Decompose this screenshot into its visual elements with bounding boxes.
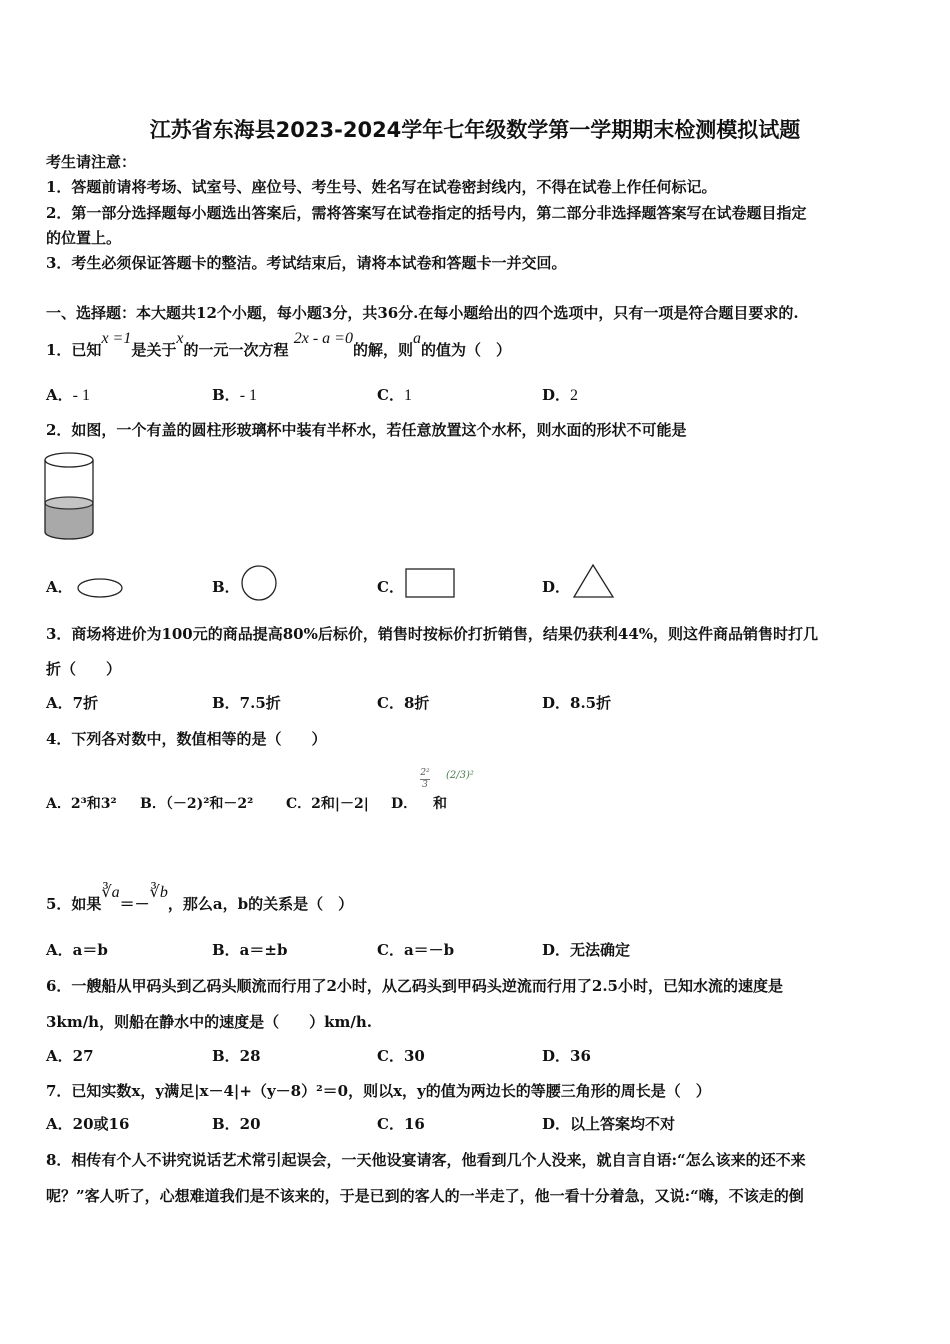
q3-option-c[interactable]: C．8折 bbox=[377, 694, 430, 712]
option-value: 2³和3² bbox=[70, 796, 117, 812]
q1-text: 的解，则 bbox=[352, 341, 413, 359]
question-6-line-1: 6．一艘船从甲码头到乙码头顺流而行用了2小时，从乙码头到甲码头逆流而行用了2.5小时，已知水流的速度是 bbox=[46, 977, 783, 995]
option-value: （－2)²和－2² bbox=[165, 796, 254, 812]
q4-d-and: 和 bbox=[433, 796, 447, 812]
q5-option-c[interactable]: C．a＝－b bbox=[377, 941, 455, 959]
q7-option-c[interactable]: C．16 bbox=[377, 1115, 425, 1133]
q2-option-c[interactable]: C． bbox=[377, 578, 404, 596]
q5-math-cbrt-a: ∛a bbox=[101, 884, 120, 901]
q3-option-d[interactable]: D．8.5折 bbox=[542, 694, 612, 712]
notice-item-1: 1．答题前请将考场、试室号、座位号、考生号、姓名写在试卷密封线内，不得在试卷上作任何标记。 bbox=[46, 178, 717, 196]
question-2-stem: 2．如图，一个有盖的圆柱形玻璃杯中装有半杯水，若任意放置这个水杯，则水面的形状不可能是 bbox=[46, 421, 687, 439]
option-value: - 1 bbox=[72, 387, 90, 404]
question-6-line-2: 3km/h，则船在静水中的速度是（ ）km/h. bbox=[46, 1013, 372, 1031]
q1-math-x: x bbox=[176, 330, 184, 347]
option-label: B． bbox=[140, 796, 166, 812]
option-label: A． bbox=[46, 386, 73, 404]
question-3-line-1: 3．商场将进价为100元的商品提高80%后标价，销售时按标价打折销售，结果仍获利44%，则这件商品销售时打几 bbox=[46, 625, 819, 643]
q4-d-fraction bbox=[420, 768, 430, 791]
option-label: C． bbox=[377, 386, 404, 404]
question-3-line-2: 折（ ） bbox=[46, 660, 122, 678]
q7-option-d[interactable]: D．以上答案均不对 bbox=[542, 1115, 676, 1133]
option-value: 1 bbox=[403, 387, 412, 404]
q7-option-b[interactable]: B．20 bbox=[212, 1115, 261, 1133]
question-5-stem bbox=[46, 884, 354, 915]
q1-option-b[interactable] bbox=[212, 385, 257, 406]
q4-option-c[interactable] bbox=[286, 794, 369, 814]
q1-math-x1: x =1 bbox=[101, 330, 132, 347]
triangle-shape-icon bbox=[573, 563, 617, 601]
q7-option-a[interactable]: A．20或16 bbox=[46, 1115, 130, 1133]
q3-option-b[interactable]: B．7.5折 bbox=[212, 694, 281, 712]
q3-option-a[interactable]: A．7折 bbox=[46, 694, 99, 712]
q5-text: ，那么a，b的关系是（ ） bbox=[167, 895, 354, 913]
q5-text: 5．如果 bbox=[46, 895, 102, 913]
notice-item-3: 3．考生必须保证答题卡的整洁。考试结束后，请将本试卷和答题卡一并交回。 bbox=[46, 254, 567, 272]
q4-option-a[interactable] bbox=[46, 794, 117, 814]
option-value: 2和|－2| bbox=[311, 796, 369, 812]
q6-option-c[interactable]: C．30 bbox=[377, 1047, 425, 1065]
option-label: D． bbox=[542, 386, 571, 404]
q1-option-c[interactable] bbox=[377, 385, 412, 406]
notice-item-2a: 2．第一部分选择题每小题选出答案后，需将答案写在试卷指定的括号内，第二部分非选择题答案写在试卷题目指定 bbox=[46, 204, 807, 222]
question-8-line-1: 8．相传有个人不讲究说话艺术常引起误会，一天他设宴请客，他看到几个人没来，就自言自语:“怎么该来的还不来 bbox=[46, 1151, 806, 1169]
q1-math-a: a bbox=[412, 330, 421, 347]
notice-heading: 考生请注意： bbox=[46, 153, 137, 171]
question-7-stem: 7．已知实数x，y满足|x－4|+（y－8）²＝0，则以x，y的值为两边长的等腰三角形的周长是（ ） bbox=[46, 1082, 711, 1100]
q6-option-a[interactable]: A．27 bbox=[46, 1047, 94, 1065]
q1-text: 是关于 bbox=[131, 341, 177, 359]
ellipse-shape-icon bbox=[77, 577, 125, 599]
option-label: B． bbox=[212, 386, 240, 404]
q5-option-b[interactable]: B．a＝±b bbox=[212, 941, 288, 959]
option-label: C． bbox=[286, 796, 312, 812]
page-title: 江苏省东海县2023-2024学年七年级数学第一学期期末检测模拟试题 bbox=[149, 118, 801, 142]
section-heading: 一、选择题：本大题共12个小题，每小题3分，共36分.在每小题给出的四个选项中，只有一项是符合题目要求的. bbox=[46, 304, 799, 322]
q1-math-equation: 2x - a =0 bbox=[293, 330, 353, 347]
question-8-line-2: 呢？”客人听了，心想难道我们是不该来的，于是已到的客人的一半走了，他一看十分着急，又说:“嗨，不该走的倒 bbox=[46, 1187, 804, 1205]
option-value: 2 bbox=[570, 387, 579, 404]
question-4-stem: 4．下列各对数中，数值相等的是（ ） bbox=[46, 730, 327, 748]
q5-math-cbrt-b: ∛b bbox=[149, 884, 168, 901]
q2-option-d[interactable]: D． bbox=[542, 578, 571, 596]
glass-cup-figure bbox=[44, 451, 96, 543]
q1-option-d[interactable] bbox=[542, 385, 578, 406]
q5-text: ＝－ bbox=[119, 895, 150, 913]
rectangle-shape-icon bbox=[405, 568, 457, 600]
q1-text: 的值为（ ） bbox=[420, 341, 511, 359]
q4-d-power: (2/3)² bbox=[446, 770, 474, 781]
q5-option-a[interactable]: A．a＝b bbox=[46, 941, 108, 959]
fraction-numerator: 2² bbox=[420, 768, 430, 778]
option-label: D． bbox=[391, 796, 418, 812]
q4-option-b[interactable] bbox=[140, 794, 253, 814]
option-label: A． bbox=[46, 796, 71, 812]
circle-shape-icon bbox=[240, 565, 280, 605]
question-1-stem bbox=[46, 330, 511, 361]
q2-option-b[interactable]: B． bbox=[212, 578, 240, 596]
q6-option-b[interactable]: B．28 bbox=[212, 1047, 261, 1065]
q1-text: 的一元一次方程 bbox=[183, 341, 289, 359]
notice-item-2b: 的位置上。 bbox=[46, 229, 122, 247]
q1-option-a[interactable] bbox=[46, 385, 90, 406]
q6-option-d[interactable]: D．36 bbox=[542, 1047, 591, 1065]
q2-option-a[interactable]: A． bbox=[46, 578, 73, 596]
fraction-denominator: 3 bbox=[422, 780, 428, 790]
q1-text: 1．已知 bbox=[46, 341, 102, 359]
q4-option-d[interactable] bbox=[391, 794, 417, 814]
q5-option-d[interactable]: D．无法确定 bbox=[542, 941, 631, 959]
option-value: - 1 bbox=[239, 387, 258, 404]
